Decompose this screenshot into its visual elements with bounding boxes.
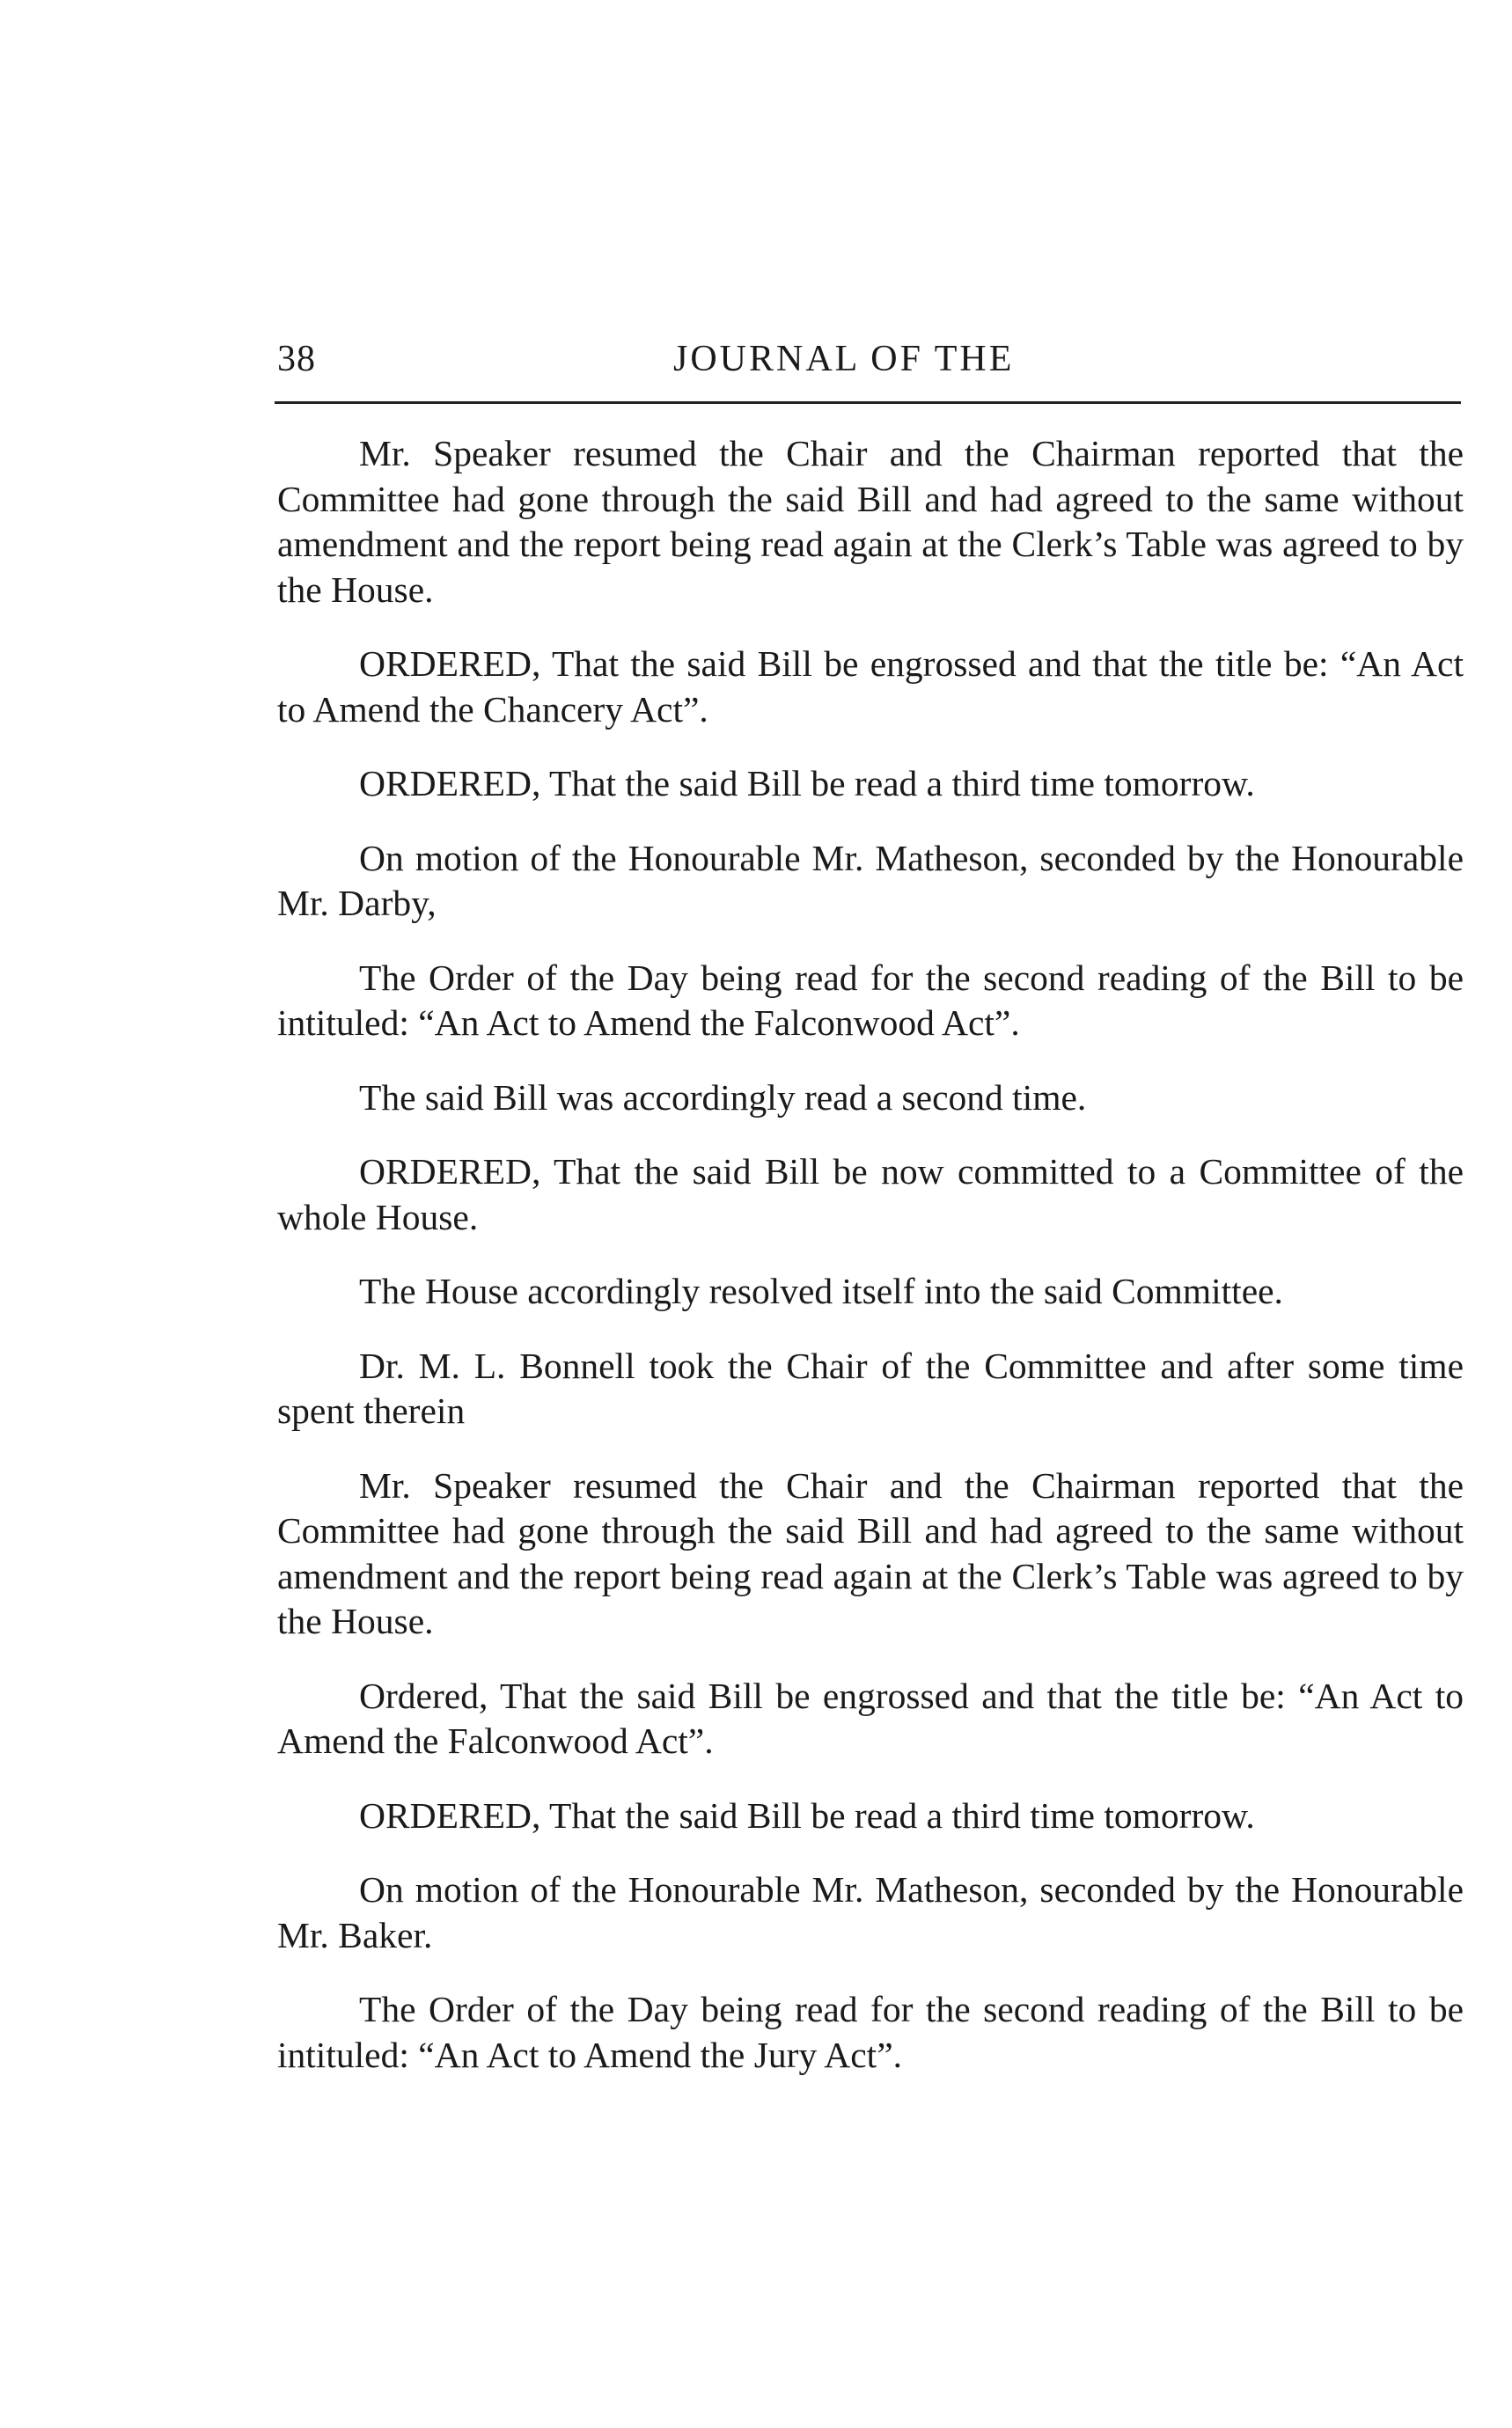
paragraph-ordered-engrossed-2: Ordered, That the said Bill be engrossed and that the title be: “An Act to Amend the Falconwood Act”. bbox=[277, 1675, 1464, 1761]
paragraph-ordered-third-reading-2: ORDERED, That the said Bill be read a third time tomorrow. bbox=[359, 1794, 1255, 1836]
paragraph-house-resolved: The House accordingly resolved itself into the said Committee. bbox=[359, 1271, 1283, 1311]
paragraph-chair-taken: Dr. M. L. Bonnell took the Chair of the Committee and after some time spent therein bbox=[277, 1345, 1464, 1431]
page-header bbox=[277, 338, 1461, 391]
header-rule bbox=[275, 401, 1461, 404]
paragraph-motion-2: On motion of the Honourable Mr. Matheson, seconded by the Honourable Mr. Baker. bbox=[277, 1869, 1464, 1955]
page-number: 38 bbox=[277, 339, 316, 379]
paragraph-ordered-engrossed-1: ORDERED, That the said Bill be engrossed and that the title be: “An Act to Amend the Chancery Act”. bbox=[277, 643, 1464, 730]
journal-body bbox=[277, 431, 1464, 2107]
paragraph-order-of-day-1: The Order of the Day being read for the second reading of the Bill to be intituled: “An Act to Amend the Falconwood Act”. bbox=[277, 957, 1464, 1043]
paragraph-order-of-day-2: The Order of the Day being read for the second reading of the Bill to be intituled: “An Act to Amend the Jury Act”. bbox=[277, 1989, 1464, 2075]
paragraph-second-reading: The said Bill was accordingly read a second time. bbox=[359, 1076, 1087, 1118]
paragraph-speaker-resumed-2: Mr. Speaker resumed the Chair and the Chairman reported that the Committee had gone through the said Bill and had agreed to the same without amendment and the report being read again at the Clerk’s Table was agreed to by the House. bbox=[277, 1464, 1464, 1641]
paragraph-ordered-committed: ORDERED, That the said Bill be now committed to a Committee of the whole House. bbox=[277, 1151, 1464, 1237]
paragraph-motion-1: On motion of the Honourable Mr. Matheson, seconded by the Honourable Mr. Darby, bbox=[277, 837, 1464, 923]
running-head: JOURNAL OF THE bbox=[673, 339, 1015, 379]
paragraph-speaker-resumed-1: Mr. Speaker resumed the Chair and the Chairman reported that the Committee had gone through the said Bill and had agreed to the same without amendment and the report being read again at the Clerk’s Table was agreed to by the House. bbox=[277, 433, 1464, 610]
paragraph-ordered-third-reading-1: ORDERED, That the said Bill be read a third time tomorrow. bbox=[359, 763, 1255, 803]
